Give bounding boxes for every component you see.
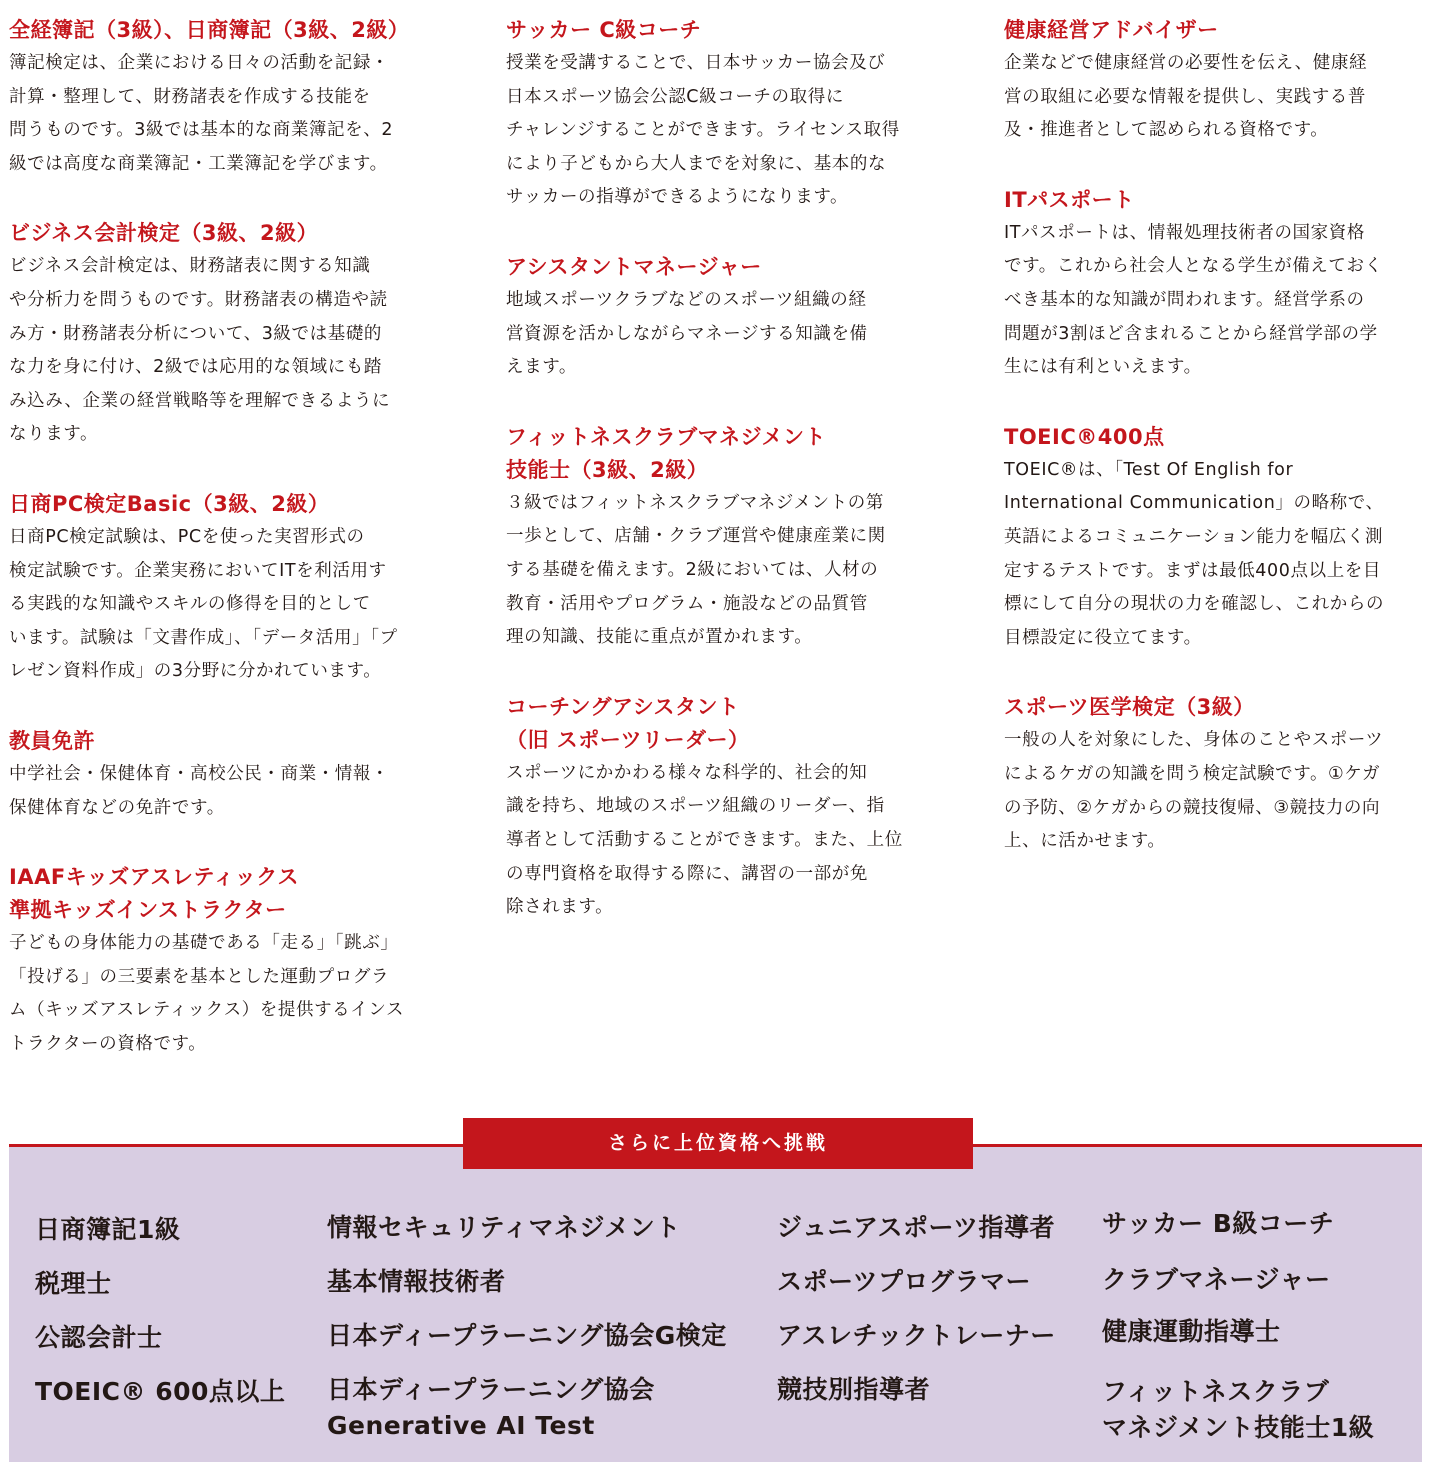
advanced-item: 日商簿記1級: [35, 1215, 181, 1244]
qualification-coaching-assistant: [506, 691, 928, 925]
qualification-title: コーチングアシスタント （旧 スポーツリーダー）: [506, 694, 750, 752]
advanced-item: 税理士: [35, 1269, 112, 1298]
qualification-title: 日商PC検定Basic（3級、2級）: [9, 491, 330, 516]
advanced-item: ジュニアスポーツ指導者: [777, 1213, 1056, 1242]
qualification-description: 簿記検定は、企業における日々の活動を記録・ 計算・整理して、財務諸表を作成する技能を 問うものです。3級では基本的な商業簿記を、2 級では高度な商業簿記・工業簿記を学びます。: [9, 53, 394, 174]
advanced-item: フィットネスクラブ マネジメント技能士1級: [1102, 1377, 1375, 1442]
qualification-description: TOEIC®は、「Test Of English for International Communication」の略称で、 英語によるコミュニケーション能力を幅広く測 定するテストです。まずは最低400点以上を目 標にして自分の現状の力を確認し、これからの 目標設定に役立てます。: [1004, 459, 1385, 648]
qualification-column-2: [506, 14, 928, 961]
qualification-description: 地域スポーツクラブなどのスポーツ組織の経 営資源を活かしながらマネージする知識を備 えます。: [506, 289, 868, 378]
qualification-title: アシスタントマネージャー: [506, 254, 762, 279]
qualification-health-management-advisor: [1004, 14, 1426, 148]
qualification-assistant-manager: [506, 251, 928, 385]
qualification-description: 中学社会・保健体育・高校公民・商業・情報・ 保健体育などの免許です。: [9, 763, 390, 818]
qualification-column-3: [1004, 14, 1426, 895]
advanced-item: スポーツプログラマー: [777, 1267, 1032, 1296]
qualification-title: ITパスポート: [1004, 187, 1135, 212]
qualification-title: TOEIC®400点: [1004, 424, 1165, 449]
qualification-title: サッカー C級コーチ: [506, 18, 702, 42]
advanced-item: 日本ディープラーニング協会 Generative AI Test: [327, 1375, 655, 1440]
qualification-column-1: [9, 14, 434, 1097]
qualification-title: 教員免許: [9, 728, 95, 753]
qualification-soccer-c-coach: [506, 14, 928, 215]
advanced-item: 健康運動指導士: [1102, 1317, 1281, 1346]
advanced-item: クラブマネージャー: [1102, 1265, 1331, 1294]
advanced-item: 公認会計士: [35, 1323, 163, 1352]
advanced-item: サッカー B級コーチ: [1102, 1209, 1335, 1238]
qualification-description: 子どもの身体能力の基礎である「走る」「跳ぶ」 「投げる」の三要素を基本とした運動プログラ ム（キッズアスレティックス）を提供するインス トラクターの資格です。: [9, 933, 405, 1054]
qualification-title: 健康経営アドバイザー: [1004, 18, 1219, 42]
advanced-item: 基本情報技術者: [327, 1267, 506, 1296]
qualification-title: IAAFキッズアスレティックス 準拠キッズインストラクター: [9, 865, 300, 923]
advanced-qualifications-panel: [9, 1144, 1422, 1462]
advanced-item: アスレチックトレーナー: [777, 1321, 1056, 1350]
qualification-description: ３級ではフィットネスクラブマネジメントの第 一歩として、店舗・クラブ運営や健康産業に関 する基礎を備えます。2級においては、人材の 教育・活用やプログラム・施設などの品質管 理の知識、技能に重点が置かれます。: [506, 492, 886, 648]
qualification-kids-athletics: [9, 861, 434, 1061]
qualification-description: 日商PC検定試験は、PCを使った実習形式の 検定試験です。企業実務においてITを利活用す る実践的な知識やスキルの修得を目的として います。試験は「文書作成」、「データ活用」「プ レゼン資料作成」の3分野に分かれています。: [9, 526, 398, 682]
qualification-description: 授業を受講することで、日本サッカー協会及び 日本スポーツ協会公認C級コーチの取得に チャレンジすることができます。ライセンス取得 により子どもから大人までを対象に、基本的な サッカーの指導ができるようになります。: [506, 53, 900, 208]
qualification-title: スポーツ医学検定（3級）: [1004, 695, 1255, 720]
qualification-sports-medicine: [1004, 691, 1426, 858]
qualification-boki: [9, 14, 434, 181]
advanced-item: 競技別指導者: [777, 1375, 931, 1404]
qualification-description: 一般の人を対象にした、身体のことやスポーツ によるケガの知識を問う検定試験です。①ケガ の予防、②ケガからの競技復帰、③競技力の向 上、に活かせます。: [1004, 730, 1384, 852]
qualification-description: スポーツにかかわる様々な科学的、社会的知 識を持ち、地域のスポーツ組織のリーダー、指 導者として活動することができます。また、上位 の専門資格を取得する際に、講習の一部が免 除されます。: [506, 762, 903, 918]
advanced-item: 情報セキュリティマネジメント: [327, 1213, 681, 1242]
qualification-business-accounting: [9, 217, 434, 452]
qualification-description: ビジネス会計検定は、財務諸表に関する知識 や分析力を問うものです。財務諸表の構造や読 み方・財務諸表分析について、3級では基礎的 な力を身に付け、2級では応用的な領域にも踏 み込み、企業の経営戦略等を理解できるように なります。: [9, 256, 391, 445]
qualification-fitness-club-management: [506, 421, 928, 655]
qualification-toeic-400: [1004, 421, 1426, 656]
qualification-title: ビジネス会計検定（3級、2級）: [9, 221, 319, 246]
advanced-item: TOEIC® 600点以上: [35, 1377, 286, 1406]
qualification-title: 全経簿記（3級）、日商簿記（3級、2級）: [9, 18, 410, 42]
qualification-description: ITパスポートは、情報処理技術者の国家資格 です。これから社会人となる学生が備えておく べき基本的な知識が問われます。経営学系の 問題が3割ほど含まれることから経営学部の学 生には有利といえます。: [1004, 222, 1383, 378]
qualification-title: フィットネスクラブマネジメント 技能士（3級、2級）: [506, 424, 826, 482]
advanced-item: 日本ディープラーニング協会G検定: [327, 1321, 727, 1350]
qualification-it-passport: [1004, 184, 1426, 385]
advanced-qualifications-heading: さらに上位資格へ挑戦: [463, 1118, 973, 1169]
qualification-pc-basic: [9, 488, 434, 689]
qualification-teaching-license: [9, 725, 434, 825]
qualification-description: 企業などで健康経営の必要性を伝え、健康経 営の取組に必要な情報を提供し、実践する普 及・推進者として認められる資格です。: [1004, 53, 1368, 141]
